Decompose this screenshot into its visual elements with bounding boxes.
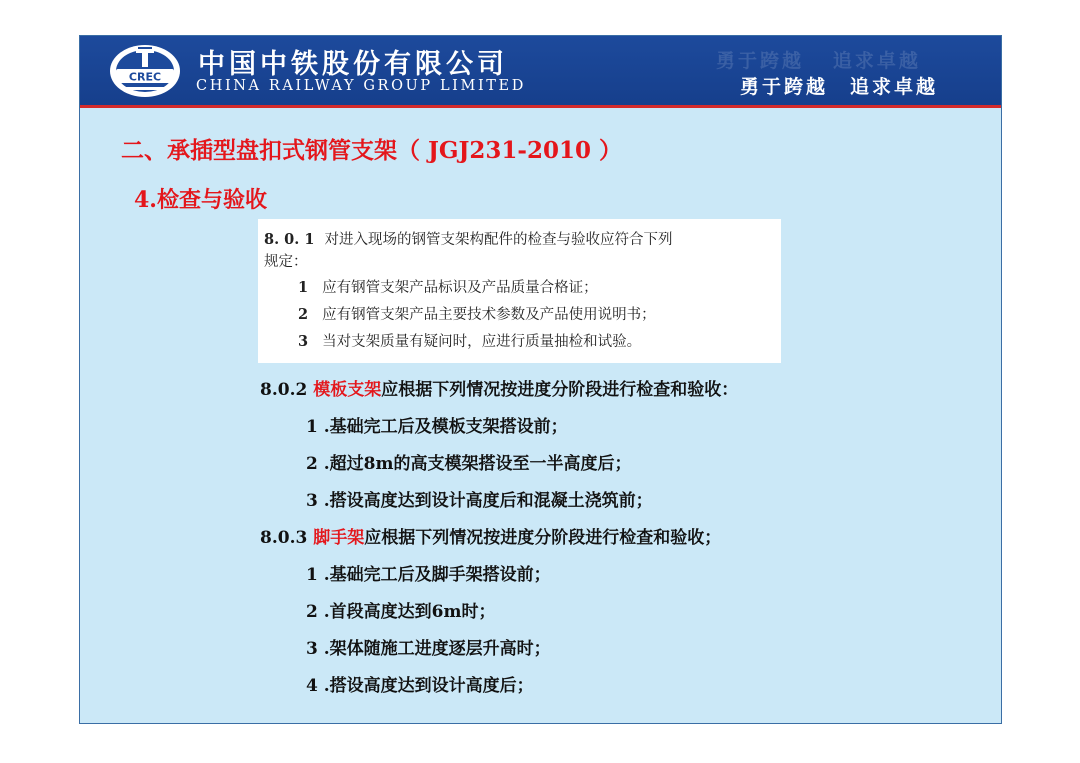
clause-text: 对进入现场的钢管支架构配件的检查与验收应符合下列	[324, 232, 673, 248]
motto-watermark: 勇于跨越 追求卓越	[716, 50, 921, 72]
list-item: 2 .超过8m的高支模架搭设至一半高度后；	[306, 454, 632, 474]
motto-left: 勇于跨越	[740, 76, 829, 98]
standard-excerpt	[258, 219, 781, 363]
crec-logo-icon	[108, 43, 182, 99]
clause-803-heading: 8.0.3 脚手架应根据下列情况按进度分阶段进行检查和验收；	[260, 528, 722, 548]
excerpt-item: 1 应有钢管支架产品标识及产品质量合格证；	[298, 279, 598, 296]
header-bar	[80, 36, 1001, 108]
motto	[740, 72, 938, 99]
highlight-scaffold: 脚手架	[313, 528, 365, 548]
excerpt-item: 3 当对支架质量有疑问时，应进行质量抽检和试验。	[298, 333, 642, 350]
list-item: 1 .基础完工后及脚手架搭设前；	[306, 565, 551, 585]
company-name-en: CHINA RAILWAY GROUP LIMITED	[196, 78, 526, 94]
slide	[79, 35, 1002, 724]
list-item: 1 .基础完工后及模板支架搭设前；	[306, 417, 568, 437]
slide-title: 二、承插型盘扣式钢管支架（ JGJ231-2010 ）	[121, 137, 622, 164]
list-item: 4 .搭设高度达到设计高度后；	[306, 676, 534, 696]
logo-text: CREC	[128, 70, 162, 84]
clause-list	[260, 376, 738, 709]
highlight-formwork: 模板支架	[313, 380, 382, 400]
motto-right: 追求卓越	[850, 76, 939, 98]
clause-number: 8. 0. 1	[264, 231, 315, 248]
clause-802-heading: 8.0.2 模板支架应根据下列情况按进度分阶段进行检查和验收：	[260, 380, 739, 400]
list-item: 3 .搭设高度达到设计高度后和混凝土浇筑前；	[306, 491, 653, 511]
excerpt-item: 2 应有钢管支架产品主要技术参数及产品使用说明书；	[298, 306, 656, 323]
list-item: 2 .首段高度达到6m时；	[306, 602, 496, 622]
clause-801	[264, 230, 773, 252]
slide-subtitle: 4.检查与验收	[134, 187, 267, 213]
list-item: 3 .架体随施工进度逐层升高时；	[306, 639, 551, 659]
clause-continuation: 规定：	[264, 254, 308, 270]
company-name-cn: 中国中铁股份有限公司	[198, 49, 508, 80]
